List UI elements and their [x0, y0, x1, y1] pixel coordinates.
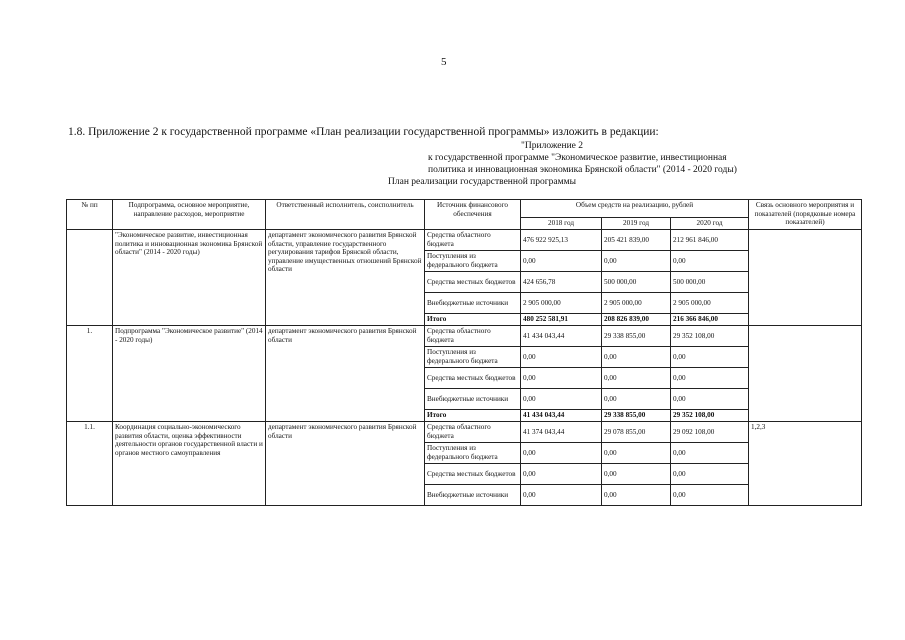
- amount-2020: 0,00: [671, 389, 749, 410]
- funding-source: Средства областного бюджета: [425, 230, 521, 251]
- indicator-link: 1,2,3: [749, 422, 862, 506]
- amount-2019: 0,00: [602, 485, 671, 506]
- amount-2018: 2 905 000,00: [521, 293, 602, 314]
- table-title: План реализации государственной программы: [388, 177, 577, 187]
- funding-source: Внебюджетные источники: [425, 389, 521, 410]
- funding-source: Поступления из федерального бюджета: [425, 443, 521, 464]
- amount-2018: 41 434 043,44: [521, 326, 602, 347]
- header-executor: Ответственный исполнитель, соисполнитель: [266, 200, 425, 230]
- amount-2019: 29 078 855,00: [602, 422, 671, 443]
- appendix-line-2: к государственной программе "Экономическое развитие, инвестиционная: [428, 153, 727, 163]
- amount-2019: 0,00: [602, 443, 671, 464]
- amount-2020: 212 961 846,00: [671, 230, 749, 251]
- funding-source: Средства местных бюджетов: [425, 272, 521, 293]
- amount-2020: 0,00: [671, 368, 749, 389]
- header-program: Подпрограмма, основное мероприятие, направление расходов, мероприятие: [113, 200, 266, 230]
- program-name: Подпрограмма "Экономическое развитие" (2014 - 2020 годы): [113, 326, 266, 422]
- appendix-header: [428, 140, 737, 176]
- appendix-line-1: "Приложение 2: [521, 141, 583, 151]
- amount-2018: 0,00: [521, 368, 602, 389]
- plan-table: [66, 199, 862, 506]
- amount-2019: 29 338 855,00: [602, 326, 671, 347]
- funding-source: Средства областного бюджета: [425, 326, 521, 347]
- amount-2018: 0,00: [521, 347, 602, 368]
- amount-2020: 0,00: [671, 347, 749, 368]
- funding-source: Поступления из федерального бюджета: [425, 347, 521, 368]
- amount-2018: 0,00: [521, 485, 602, 506]
- table-row: [67, 422, 862, 443]
- amount-2019: 29 338 855,00: [602, 410, 671, 422]
- header-num: № пп: [67, 200, 113, 230]
- funding-source: Внебюджетные источники: [425, 293, 521, 314]
- program-name: Координация социально-экономического развития области, оценка эффективности деятельности органов государственной власти и органов местного самоуправления: [113, 422, 266, 506]
- funding-source: Средства областного бюджета: [425, 422, 521, 443]
- amount-2020: 0,00: [671, 443, 749, 464]
- amount-2019: 208 826 839,00: [602, 314, 671, 326]
- amount-2019: 0,00: [602, 347, 671, 368]
- amount-2018: 41 374 043,44: [521, 422, 602, 443]
- header-link: Связь основного мероприятия и показателей (порядковые номера показателей): [749, 200, 862, 230]
- amount-2018: 480 252 581,91: [521, 314, 602, 326]
- amount-2019: 0,00: [602, 389, 671, 410]
- amount-2018: 0,00: [521, 251, 602, 272]
- indicator-link: [749, 326, 862, 422]
- amount-2018: 41 434 043,44: [521, 410, 602, 422]
- amount-2018: 476 922 925,13: [521, 230, 602, 251]
- header-volume: Объем средств на реализацию, рублей: [521, 200, 749, 218]
- amount-2019: 0,00: [602, 251, 671, 272]
- header-source: Источник финансового обеспечения: [425, 200, 521, 230]
- program-name: "Экономическое развитие, инвестиционная политика и инновационная экономика Брянской области" (2014 - 2020 годы): [113, 230, 266, 326]
- amount-2020: 29 092 108,00: [671, 422, 749, 443]
- amount-2019: 500 000,00: [602, 272, 671, 293]
- amount-2020: 29 352 108,00: [671, 326, 749, 347]
- amount-2018: 0,00: [521, 443, 602, 464]
- table-row: [67, 230, 862, 251]
- table-row: [67, 326, 862, 347]
- amount-2019: 0,00: [602, 464, 671, 485]
- funding-source: Итого: [425, 410, 521, 422]
- funding-source: Итого: [425, 314, 521, 326]
- header-year-2018: 2018 год: [521, 218, 602, 230]
- amount-2020: 0,00: [671, 251, 749, 272]
- block-number: 1.1.: [67, 422, 113, 506]
- header-year-2020: 2020 год: [671, 218, 749, 230]
- plan-table-body: [67, 230, 862, 506]
- indicator-link: [749, 230, 862, 326]
- amount-2018: 0,00: [521, 464, 602, 485]
- amount-2020: 500 000,00: [671, 272, 749, 293]
- amount-2019: 0,00: [602, 368, 671, 389]
- page-number: 5: [441, 56, 447, 68]
- executor-name: департамент экономического развития Брянской области: [266, 422, 425, 506]
- amount-2020: 216 366 846,00: [671, 314, 749, 326]
- amount-2020: 29 352 108,00: [671, 410, 749, 422]
- amount-2020: 0,00: [671, 485, 749, 506]
- block-number: [67, 230, 113, 326]
- amount-2019: 205 421 839,00: [602, 230, 671, 251]
- header-year-2019: 2019 год: [602, 218, 671, 230]
- block-number: 1.: [67, 326, 113, 422]
- appendix-line-3: политика и инновационная экономика Брянской области" (2014 - 2020 годы): [428, 165, 737, 175]
- intro-paragraph: 1.8. Приложение 2 к государственной программе «План реализации государственной программы» изложить в редакции:: [68, 126, 659, 138]
- funding-source: Поступления из федерального бюджета: [425, 251, 521, 272]
- funding-source: Средства местных бюджетов: [425, 368, 521, 389]
- executor-name: департамент экономического развития Брянской области, управление государственного регулирования тарифов Брянской области, управление имущественных отношений Брянской области: [266, 230, 425, 326]
- amount-2020: 0,00: [671, 464, 749, 485]
- funding-source: Внебюджетные источники: [425, 485, 521, 506]
- amount-2019: 2 905 000,00: [602, 293, 671, 314]
- amount-2018: 0,00: [521, 389, 602, 410]
- amount-2018: 424 656,78: [521, 272, 602, 293]
- executor-name: департамент экономического развития Брянской области: [266, 326, 425, 422]
- amount-2020: 2 905 000,00: [671, 293, 749, 314]
- funding-source: Средства местных бюджетов: [425, 464, 521, 485]
